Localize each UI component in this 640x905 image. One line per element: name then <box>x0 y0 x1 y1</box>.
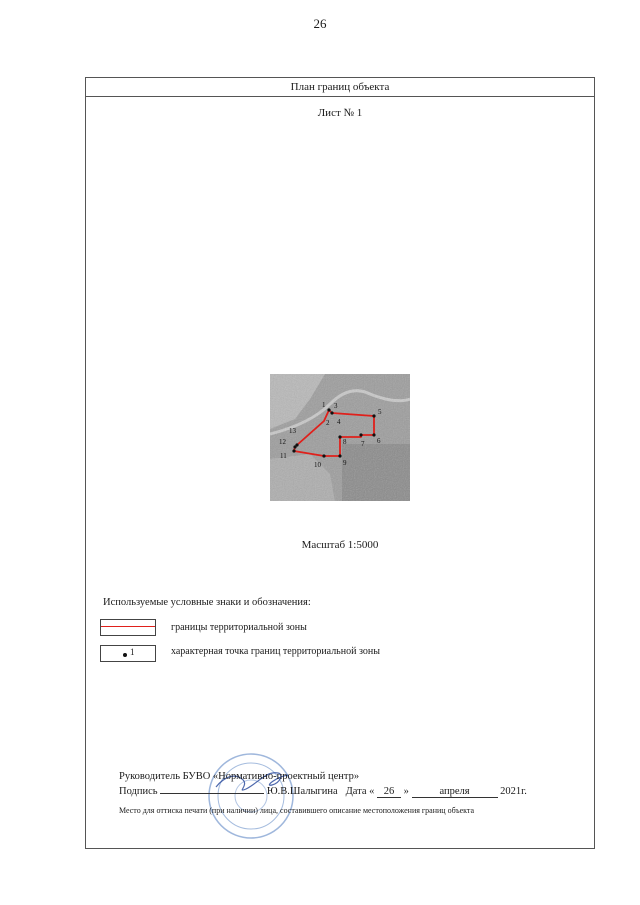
legend-title: Используемые условные знаки и обозначения: <box>103 597 311 608</box>
date-year: 2021г. <box>500 786 527 797</box>
sheet-number: Лист № 1 <box>317 107 363 119</box>
satellite-map <box>270 374 410 501</box>
point-2 <box>330 411 333 414</box>
point-label-12: 12 <box>279 438 286 446</box>
signer-name: Ю.В.Шалыгина <box>266 786 338 797</box>
point-8 <box>338 435 341 438</box>
point-label-7: 7 <box>361 440 365 448</box>
legend-point-number: 1 <box>130 647 135 657</box>
point-label-13: 13 <box>289 427 296 435</box>
organization-head-line: Руководитель БУВО «Нормативно-проектный центр» <box>119 771 360 782</box>
point-label-4: 4 <box>337 418 341 426</box>
plan-title: План границ объекта <box>86 78 594 97</box>
signature-line <box>119 786 527 798</box>
point-label-3: 3 <box>334 402 338 410</box>
point-label-11: 11 <box>280 452 287 460</box>
point-label-8: 8 <box>343 438 347 446</box>
point-label-5: 5 <box>378 408 382 416</box>
point-label-10: 10 <box>314 461 321 469</box>
legend-boundary-symbol <box>100 619 156 636</box>
point-marker-icon <box>123 653 127 657</box>
signature-label: Подпись <box>119 786 158 797</box>
point-6 <box>372 433 375 436</box>
point-label-6: 6 <box>377 437 381 445</box>
point-5 <box>372 414 375 417</box>
date-label: Дата « <box>345 786 375 797</box>
legend-point-label: характерная точка границ территориальной зоны <box>171 646 380 657</box>
date-month: апреля <box>412 786 498 798</box>
point-label-2: 2 <box>326 419 330 427</box>
point-label-9: 9 <box>343 459 347 467</box>
map-scale: Масштаб 1:5000 <box>301 539 379 551</box>
page-number: 26 <box>313 16 327 31</box>
date-day: 26 <box>377 786 401 798</box>
date-mid: » <box>403 786 409 797</box>
boundary-plan-frame <box>85 77 595 849</box>
stamp-note: Место для оттиска печати (при наличии) лица, составившего описание местоположения границ объекта <box>119 806 475 815</box>
point-7 <box>359 433 362 436</box>
legend-point-symbol <box>100 645 156 662</box>
point-1 <box>327 408 330 411</box>
point-10 <box>322 454 325 457</box>
point-label-1: 1 <box>322 401 326 409</box>
signature-field <box>160 793 264 794</box>
point-13 <box>295 443 298 446</box>
point-11 <box>292 449 295 452</box>
legend-boundary-label: границы территориальной зоны <box>171 622 307 633</box>
point-9 <box>338 454 341 457</box>
